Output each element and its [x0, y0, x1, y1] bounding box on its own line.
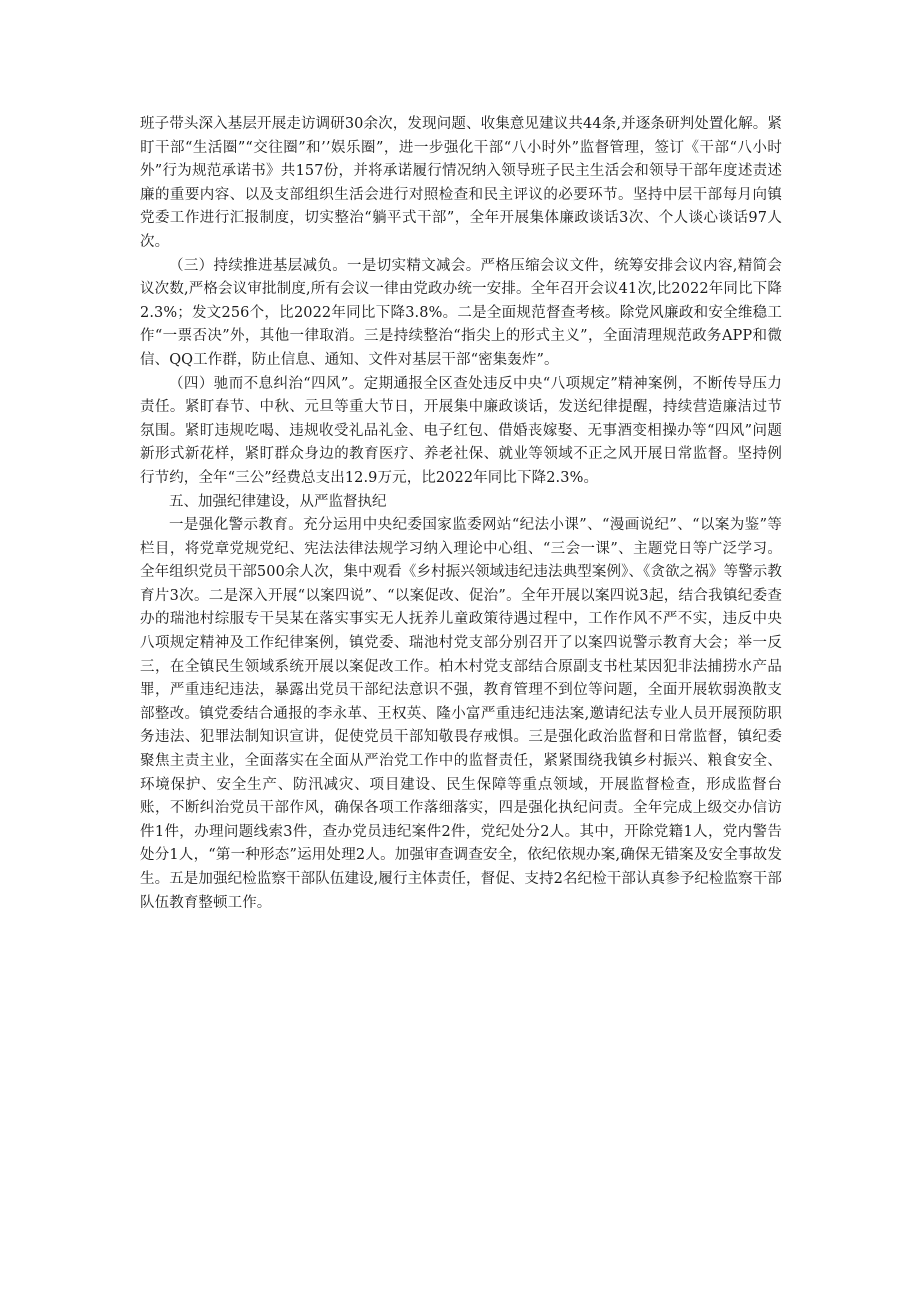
paragraph-reduce-burden: （三）持续推进基层减负。一是切实精文减会。严格压缩会议文件，统筹安排会议内容,精简会议次数,严格会议审批制度,所有会议一律由党政办统一安排。全年召开会议41次,比2022年同比下降2.3%；发文256个，比2022年同比下降3.8%。二是全面规范督查考核。除党风廉政和安全维稳工作“一票否决”外，其他一律取消。三是持续整治“指尖上的形式主义”，全面清理规范政务APP和微信、QQ工作群，防止信息、通知、文件对基层干部“密集轰炸”。: [140, 257, 782, 368]
document-page: [140, 113, 782, 915]
paragraph-cadre-supervision: 班子带头深入基层开展走访调研30余次，发现问题、收集意见建议共44条,并逐条研判处置化解。紧盯干部“生活圈”“交往圈”和’’娱乐圈”，进一步强化干部“八小时外”监督管理，签订《干部“八小时外”行为规范承诺书》共157份，并将承诺履行情况纳入领导班子民主生活会和领导干部年度述责述廉的重要内容、以及支部组织生活会进行对照检查和民主评议的必要环节。坚持中层干部每月向镇党委工作进行汇报制度，切实整治“躺平式干部”，全年开展集体廉政谈话3次、个人谈心谈话97人次。: [140, 116, 782, 250]
section-heading-discipline: 五、加强纪律建设，从严监督执纪: [169, 493, 387, 510]
paragraph-warning-education: 一是强化警示教育。充分运用中央纪委国家监委网站“纪法小课”、“漫画说纪”、“以案为鉴”等栏目，将党章党规党纪、宪法法律法规学习纳入理论中心组、“三会一课”、主题党日等广泛学习。全年组织党员干部500余人次，集中观看《乡村振兴领域违纪违法典型案例》、《贪欲之祸》等警示教育片3次。二是深入开展“以案四说”、“以案促改、促治”。全年开展以案四说3起，结合我镇纪委查办的瑞池村综服专干吴某在落实事实无人抚养儿童政策待遇过程中，工作作风不严不实，违反中央八项规定精神及工作纪律案例，镇党委、瑞池村党支部分别召开了以案四说警示教育大会；举一反三，在全镇民生领域系统开展以案促改工作。柏木村党支部结合原副支书杜某因犯非法捕捞水产品罪，严重违纪违法，暴露出党员干部纪法意识不强，教育管理不到位等问题，全面开展软弱涣散支部整改。镇党委结合通报的李永革、王权英、隆小富严重违纪违法案,邀请纪法专业人员开展预防职务违法、犯罪法制知识宣讲，促使党员干部知敬畏存戒惧。三是强化政治监督和日常监督，镇纪委聚焦主责主业，全面落实在全面从严治党工作中的监督责任，紧紧围绕我镇乡村振兴、粮食安全、环境保护、安全生产、防汛减灾、项目建设、民生保障等重点领域，开展监督检查，形成监督台账，不断纠治党员干部作风，确保各项工作落细落实，四是强化执纪问责。全年完成上级交办信访件1件，办理问题线索3件，查办党员违纪案件2件，党纪处分2人。其中，开除党籍1人，党内警告处分1人，“第一种形态”运用处理2人。加强审查调查安全，依纪依规办案,确保无错案及安全事故发生。五是加强纪检监察干部队伍建设,履行主体责任，督促、支持2名纪检干部认真参予纪检监察干部队伍教育整顿工作。: [140, 517, 782, 911]
paragraph-four-winds: （四）驰而不息纠治“四风”。定期通报全区查处违反中央“八项规定”精神案例，不断传导压力责任。紧盯春节、中秋、元旦等重大节日，开展集中廉政谈话，发送纪律提醒，持续营造廉洁过节氛围。紧盯违规吃喝、违规收受礼品礼金、电子红包、借婚丧嫁娶、无事酒变相操办等“四风”问题新形式新花样，紧盯群众身边的教育医疗、养老社保、就业等领域不正之风开展日常监督。坚持例行节约，全年“三公”经费总支出12.9万元，比2022年同比下降2.3%。: [140, 375, 782, 486]
